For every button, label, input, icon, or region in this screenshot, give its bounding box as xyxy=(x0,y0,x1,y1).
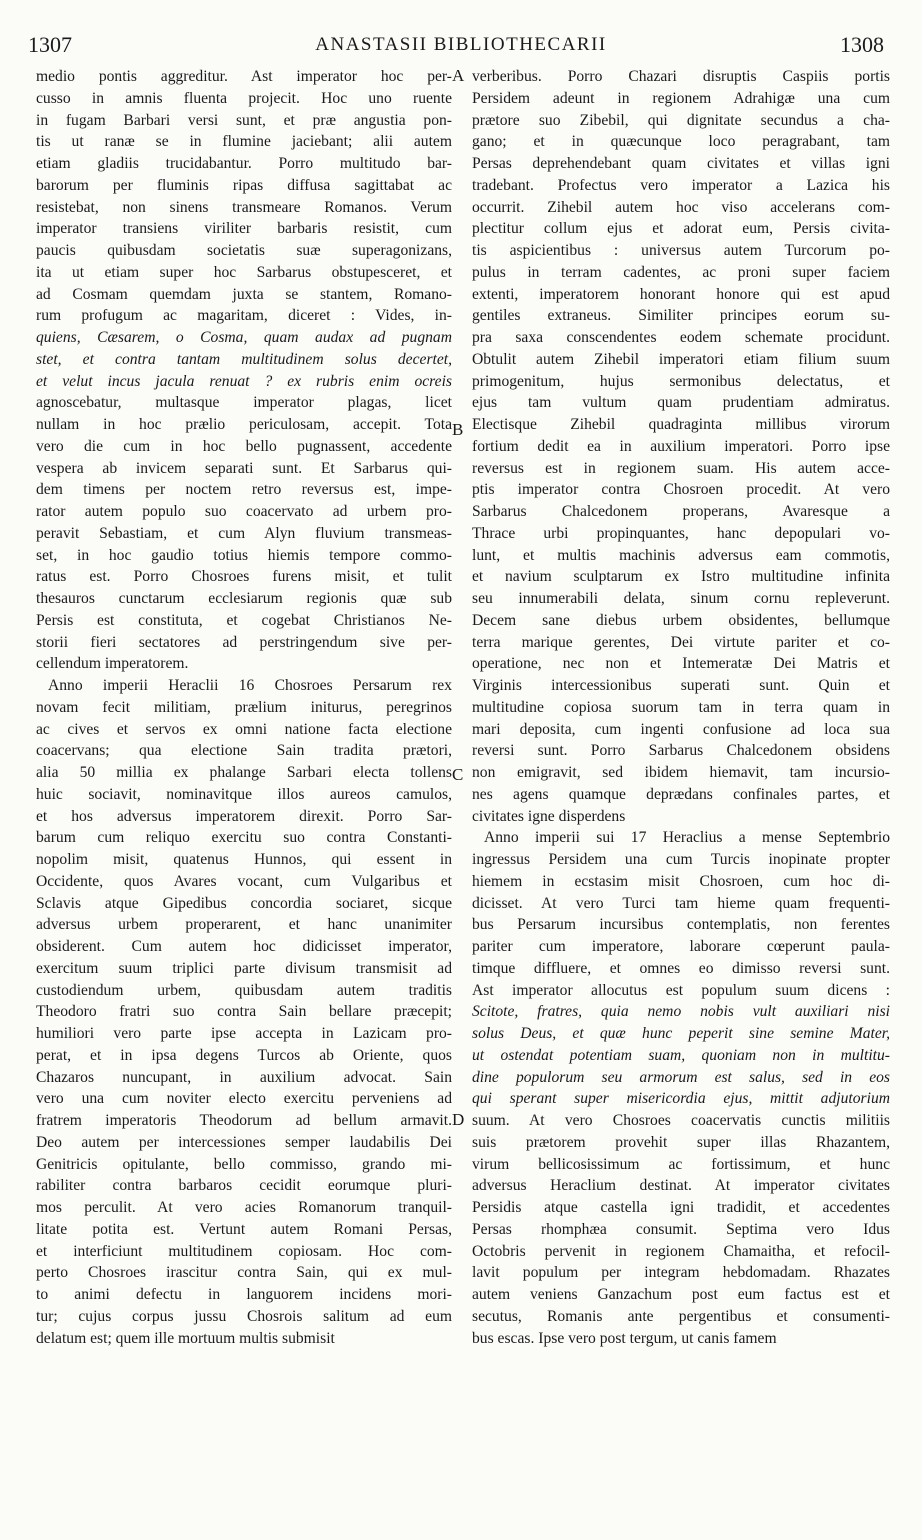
text-line: thesauros cunctarum ecclesiarum regionis quæ sub xyxy=(36,590,452,607)
text-line: civitates igne disperdens xyxy=(472,807,626,825)
text-line: Sclavis atque Gipedibus concordia sociaret, sicque xyxy=(36,894,452,912)
text-line: pra saxa conscendentes eodem schemate procidunt. xyxy=(472,329,890,346)
text-line: suis prætorem provehit super illas Rhazantem, xyxy=(472,1133,890,1151)
text-line: stet, et contra tantam multitudinem solus decertet, xyxy=(36,350,452,368)
text-line: plectitur collum ejus et adorat eum, Persis civita- xyxy=(472,220,890,238)
text-line: adversus urbem properarent, et hanc unanimiter xyxy=(36,916,452,934)
text-line: suum. At vero Chosroes coacervatis cunctis militiis xyxy=(472,1112,890,1129)
text-line: tis ut ranæ se in flumine jaciebant; alii autem xyxy=(36,133,452,151)
text-line: obsiderent. Cum autem hoc didicisset imperator, xyxy=(36,938,452,955)
text-line: agnoscebatur, multasque imperator plagas, licet xyxy=(36,394,452,412)
text-line: Persidis atque castella igni tradidit, et accedentes xyxy=(472,1199,890,1216)
text-line: rator autem populo suo coacervato ad urbem pro- xyxy=(36,503,452,520)
text-line: Chazaros nuncupant, in auxilium advocat. Sain xyxy=(36,1068,452,1086)
text-line: cellendum imperatorem. xyxy=(36,655,189,673)
text-line: tis aspicientibus : universus autem Turcorum po- xyxy=(472,242,890,259)
text-line: timque diffluere, et omnes eo dimisso reversi sunt. xyxy=(472,959,890,977)
text-line: secutus, Romanis ante pergentibus et consumenti- xyxy=(472,1307,890,1325)
text-line: fortium dedit ea in auxilium imperatori. Porro ipse xyxy=(472,437,890,455)
text-line: Persas rhomphæa consumit. Septima vero Idus xyxy=(472,1220,890,1238)
text-line: perto Chosroes irascitur contra Sain, qui ex mul- xyxy=(36,1264,452,1282)
text-line: vero una cum noviter electo exercitu perveniens ad xyxy=(36,1090,452,1108)
text-line: imperator transiens viriliter barbaris resistit, cum xyxy=(36,220,452,238)
text-line: tur; cujus corpus jussu Chosrois salitum ad eum xyxy=(36,1307,452,1325)
text-line: rabiliter contra barbaros cecidit eorumque pluri- xyxy=(36,1177,452,1195)
text-line: prætore suo Zibebil, qui dignitate secundus a cha- xyxy=(472,111,890,129)
text-line: barum cum reliquo exercitu suo contra Constanti- xyxy=(36,829,452,847)
text-line: ptis imperator contra Chosroen procedit. At vero xyxy=(472,481,890,499)
text-line: Theodoro fratri suo contra Sain bellare præcepit; xyxy=(36,1003,452,1021)
text-line: Deo autem per intercessiones semper laudabilis Dei xyxy=(36,1133,452,1151)
text-line: Ast imperator allocutus est populum suum dicens : xyxy=(472,981,890,999)
text-line: huic sociavit, nominavitque illos aureos camulos, xyxy=(36,785,452,803)
text-line: ac cives et servos ex omni natione facta electione xyxy=(36,720,452,738)
text-line: alia 50 millia ex phalange Sarbari electa tollens xyxy=(36,764,452,781)
text-line: Anno imperii sui 17 Heraclius a mense Septembrio xyxy=(484,829,890,847)
text-line: to animi defectu in languorem incidens mori- xyxy=(36,1286,452,1303)
right-text-column xyxy=(472,66,890,1486)
text-line: operatione, nec non et Intemeratæ Dei Matris et xyxy=(472,655,890,673)
text-line: in fugam Barbari versi sunt, et præ angustia pon- xyxy=(36,111,452,129)
text-line: Sarbarus Chalcedonem properans, Avaresque a xyxy=(472,503,890,520)
left-text-column xyxy=(36,66,452,1486)
text-line: bus Persarum incursibus contemplatis, non ferentes xyxy=(472,916,890,934)
text-line: extenti, imperatorem honorant honore qui est apud xyxy=(472,285,890,303)
text-line: Anno imperii Heraclii 16 Chosroes Persarum rex xyxy=(48,677,452,694)
text-line: gano; et in quæcunque loco peragrabant, tam xyxy=(472,133,890,151)
margin-marker-b: B xyxy=(452,420,464,439)
text-line: tradebant. Profectus vero imperator a Lazica his xyxy=(472,176,890,194)
text-line: paucis quibusdam societatis suæ superagonizans, xyxy=(36,242,452,259)
text-line: pulus in terram cadentes, ac proni super faciem xyxy=(472,263,890,281)
text-line: solus Deus, et quæ hunc peperit sine semine Mater, xyxy=(472,1025,890,1042)
text-line: Obtulit autem Zihebil imperatori etiam filium suum xyxy=(472,350,890,368)
text-line: ut ostendat potentiam suam, quoniam non in multitu- xyxy=(472,1046,890,1064)
text-line: Scitote, fratres, quia nemo nobis vult auxiliari nisi xyxy=(472,1003,890,1021)
margin-marker-a: A xyxy=(452,66,465,85)
text-line: fratrem imperatoris Theodorum ad bellum armavit. xyxy=(36,1112,452,1129)
margin-marker-c: C xyxy=(452,765,464,784)
text-line: et interficiunt multitudinem copiosam. Hoc com- xyxy=(36,1242,452,1260)
text-line: humiliori vero parte ipse accepta in Lazicam pro- xyxy=(36,1025,452,1042)
text-line: quiens, Cæsarem, o Cosma, quam audax ad pugnam xyxy=(36,329,452,346)
text-line: cusso in amnis fluenta projecit. Hoc uno ruente xyxy=(36,89,452,107)
text-line: Electisque Zihebil quadraginta millibus virorum xyxy=(472,416,890,433)
text-line: non emigravit, sed ibidem hiemavit, tam incursio- xyxy=(472,764,890,781)
text-line: pariter cum imperatore, laborare cœperunt paula- xyxy=(472,938,890,955)
text-line: Genitricis opitulante, bello commisso, grando mi- xyxy=(36,1155,452,1173)
text-line: litate potita est. Vertunt autem Romani Persas, xyxy=(36,1220,452,1238)
text-line: vero die cum in hoc bello pugnassent, accedente xyxy=(36,437,452,455)
page-number-left: 1307 xyxy=(28,32,72,57)
text-line: set, in hoc gaudio totius hiemis tempore commo- xyxy=(36,546,452,564)
text-line: Persis est constituta, et cogebat Christianos Ne- xyxy=(36,611,452,629)
text-line: nullam in hoc prælio periculosam, accepit. Tota xyxy=(36,416,452,433)
page-number-right: 1308 xyxy=(840,32,884,57)
text-line: et velut incus jacula renuat ? ex rubris enim ocreis xyxy=(36,372,452,390)
text-line: virum bellicosissimum ac fortissimum, et hunc xyxy=(472,1155,890,1173)
text-line: dicisset. At vero Turci tam hieme quam frequenti- xyxy=(472,894,890,912)
text-line: et hos adversus imperatorem direxit. Porro Sar- xyxy=(36,807,452,825)
text-line: resistebat, non sinens transmeare Romanos. Verum xyxy=(36,198,452,216)
text-line: terra marique gerentes, Dei virtute pariter et co- xyxy=(472,633,890,651)
text-line: et navium sculptarum ex Istro multitudine infinita xyxy=(472,568,890,586)
text-line: reversi sunt. Porro Sarbarus Chalcedonem obsidens xyxy=(472,742,890,760)
text-line: novam fecit militiam, prælium initurus, peregrinos xyxy=(36,698,452,716)
text-line: Thrace urbi propinquantes, hanc depopulari vo- xyxy=(472,524,890,542)
text-line: ejus tam vultum quam prudentiam admiratus. xyxy=(472,394,890,412)
text-line: peravit Sebastiam, et cum Alyn fluvium transmeas- xyxy=(36,524,452,542)
running-title: ANASTASII BIBLIOTHECARII xyxy=(315,34,607,55)
text-line: multitudine copiosa suorum tam in terra quam in xyxy=(472,698,890,716)
text-line: etiam gladiis trucidabantur. Porro multitudo bar- xyxy=(36,155,452,172)
text-line: reversus est in regionem suam. His autem acce- xyxy=(472,459,890,477)
text-line: Occidente, quos Avares vocant, cum Vulgaribus et xyxy=(36,872,452,890)
text-line: barorum per fluminis ripas diffusa sagittabat ac xyxy=(36,176,452,194)
text-line: hiemem in ecstasim misit Chosroen, cum hoc di- xyxy=(472,872,890,890)
text-line: Decem sane diebus urbem obsidentes, bellumque xyxy=(472,611,890,629)
text-line: verberibus. Porro Chazari disruptis Caspiis portis xyxy=(472,68,890,85)
text-line: ad Cosmam quemdam juxta se stantem, Romano- xyxy=(36,285,452,303)
text-line: Octobris pervenit in regionem Chamaitha, et refocil- xyxy=(472,1242,890,1260)
text-line: coacervans; qua electione Sain tradita prætori, xyxy=(36,742,452,760)
text-line: gentiles extraneus. Similiter principes eorum su- xyxy=(472,307,890,325)
text-line: ingressus Persidem una cum Turcis inopinate propter xyxy=(472,851,890,868)
text-line: perat, et in ipsa degens Turcos ab Oriente, quos xyxy=(36,1046,452,1064)
text-line: custodiendum urbem, quibusdam autem traditis xyxy=(36,981,452,999)
text-line: ratus est. Porro Chosroes furens misit, et tulit xyxy=(36,568,452,586)
text-line: nes agens quamque deprædans confinales partes, et xyxy=(472,785,890,803)
text-line: occurrit. Zihebil autem hoc viso accelerans com- xyxy=(472,198,890,216)
text-line: storii fieri sectatores ad perstringendum sive per- xyxy=(36,633,452,651)
text-line: dine populorum seu armorum est salus, sed in eos xyxy=(472,1068,890,1086)
text-line: lunt, et multis machinis adversus eam commotis, xyxy=(472,546,890,564)
text-line: mari deposita, cum ingenti confusione ad loca sua xyxy=(472,720,890,738)
text-line: adversus Heraclium destinat. At imperator civitates xyxy=(472,1177,890,1195)
margin-marker-d: D xyxy=(452,1110,465,1129)
text-line: ita ut etiam super hoc Sarbarus obstupesceret, et xyxy=(36,263,452,281)
text-line: dem timens per noctem retro reversus est, impe- xyxy=(36,481,452,499)
text-line: nopolim misit, quatenus Hunnos, qui essent in xyxy=(36,851,452,868)
text-line: rum profugum ac magaritam, diceret : Vides, in- xyxy=(36,307,452,325)
text-line: Persas deprehendebant quam civitates et villas igni xyxy=(472,155,890,172)
text-line: Persidem adeunt in regionem Adrahigæ una cum xyxy=(472,89,890,107)
text-line: qui sperant super misericordia ejus, mittit adjutorium xyxy=(472,1090,890,1108)
text-line: primogenitum, hujus sermonibus delectatus, et xyxy=(472,372,890,390)
page-header xyxy=(0,28,922,62)
text-line: bus escas. Ipse vero post tergum, ut canis famem xyxy=(472,1329,777,1347)
text-line: delatum est; quem ille mortuum multis submisit xyxy=(36,1329,335,1347)
text-line: lavit populum per integram hebdomadam. Rhazates xyxy=(472,1264,890,1282)
text-line: seu innumerabili delata, sinum cornu repleverunt. xyxy=(472,590,890,607)
text-line: exercitum suum triplici parte divisum transmisit ad xyxy=(36,959,452,977)
text-line: Virginis intercessionibus superati sunt. Quin et xyxy=(472,677,890,694)
text-line: mos perculit. At vero acies Romanorum tranquil- xyxy=(36,1199,452,1216)
text-line: medio pontis aggreditur. Ast imperator hoc per- xyxy=(36,68,452,85)
text-line: vespera ab invicem separati sunt. Et Sarbarus qui- xyxy=(36,459,452,477)
text-line: autem veniens Ganzachum post eum factus est et xyxy=(472,1286,890,1303)
